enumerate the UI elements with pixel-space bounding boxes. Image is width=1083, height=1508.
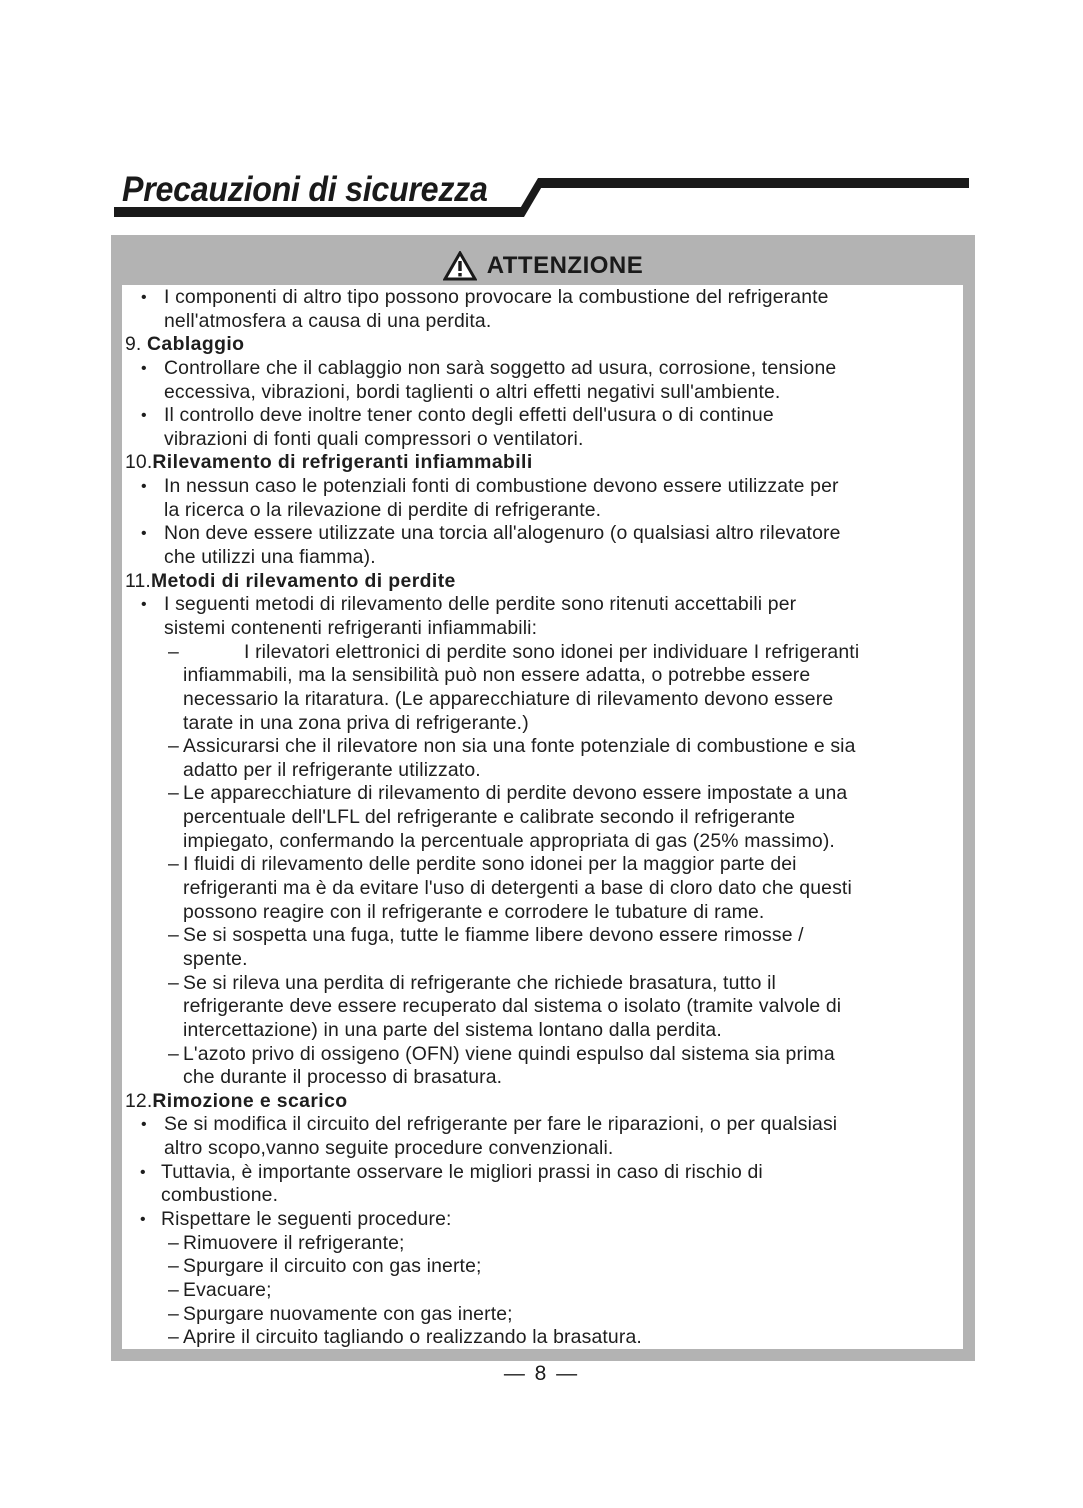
dash-item: – I rilevatori elettronici di perdite sono idonei per individuare I refrigeranti [168,640,860,663]
list-item: • Se si modifica il circuito del refrigerante per fare le riparazioni, o per qualsiasi [141,1113,838,1136]
dash-item: – Assicurarsi che il rilevatore non sia una fonte potenziale di combustione e sia [168,735,856,758]
list-item: • Il controllo deve inoltre tener conto degli effetti dell'usura o di continue [141,404,774,427]
dash-icon: – [168,924,179,947]
dash-icon: – [168,1255,179,1278]
list-item: • Rispettare le seguenti procedure: [140,1207,452,1230]
dash-icon: – [168,1231,179,1254]
dash-icon: – [168,1302,179,1325]
page-header [0,0,1083,230]
bullet-icon: • [141,478,147,496]
list-item: • In nessun caso le potenziali fonti di combustione devono essere utilizzate per [141,475,839,498]
dash-item: – Spurgare il circuito con gas inerte; [168,1255,482,1278]
bullet-icon: • [141,359,147,377]
dash-item: – Aprire il circuito tagliando o realizzando la brasatura. [168,1326,642,1349]
dash-item: – Le apparecchiature di rilevamento di perdite devono essere impostate a una [168,782,848,805]
page-number: — 8 — [503,1362,580,1385]
list-item: • I componenti di altro tipo possono provocare la combustione del refrigerante [141,286,829,308]
bullet-icon: • [141,525,147,543]
section-heading: 11.Metodi di rilevamento di perdite [125,569,456,592]
bullet-icon: • [141,407,147,425]
warning-header [111,235,975,285]
page-title: Precauzioni di sicurezza [122,170,488,209]
bullet-icon: • [140,1163,146,1181]
dash-item: – Evacuare; [168,1278,272,1301]
warning-title: ATTENZIONE [486,252,644,279]
dash-item: – Spurgare nuovamente con gas inerte; [168,1302,513,1325]
bullet-icon: • [141,596,147,614]
dash-item: – Rimuovere il refrigerante; [168,1231,405,1254]
list-item: • Tuttavia, è importante osservare le migliori prassi in caso di rischio di [140,1160,763,1183]
bullet-icon: • [141,1116,147,1134]
bullet-icon: • [140,1210,146,1228]
dash-icon: – [168,735,179,758]
section-heading: 9. Cablaggio [125,333,245,356]
list-item: • Non deve essere utilizzate una torcia all'alogenuro (o qualsiasi altro rilevatore [141,522,841,545]
section-heading: 10.Rilevamento di refrigeranti infiammabili [125,451,533,474]
warning-box [111,235,975,1361]
section-heading: 12.Rimozione e scarico [125,1089,348,1112]
list-item-continuation: nell'atmosfera a causa di una perdita. [164,309,492,332]
dash-item: – Se si sospetta una fuga, tutte le fiamme libere devono essere rimosse / [168,924,804,947]
list-item: • Controllare che il cablaggio non sarà soggetto ad usura, corrosione, tensione [141,356,837,379]
dash-icon: – [168,782,179,805]
warning-content: • I componenti di altro tipo possono provocare la combustione del refrigerante nell'atmosfera a causa di una perdita. 9. Cablaggio • Controllare che il cablaggio non sarà soggetto ad usura, corrosione, tensione eccessiva, vibrazioni, bordi taglienti o altri effetti negativi sull'ambiente. • Il controllo deve inoltre tener conto degli effetti dell'usura o di continue vibrazioni di fonti quali compressori o ventilatori. 10.Rilevamento di refrigeranti infiammabili • In nessun caso le potenziali fonti di combustione devono essere utilizzate per la ricerca o la rilevazione di perdite di refrigerante. • Non deve essere utilizzate una torcia all'alogenuro (o qualsiasi altro rilevatore che utilizzi una fiamma). 11.Metodi di rilevamento di perdite • I seguenti metodi di rilevamento delle perdite sono ritenuti accettabili per sistemi contenenti refrigeranti infiammabili: – I rilevatori elettronici di perdite sono idonei per individuare I refrigeranti infiammabili, ma la sensibilità può non essere adatta, o potrebbe essere necessario la ritaratura. (Le apparecchiature di rilevamento devono essere tarate in una zona priva di refrigerante.) – Assicurarsi che il rilevatore non sia una fonte potenziale di combustione e sia adatto per il refrigerante utilizzato. – Le apparecchiature di rilevamento di perdite devono essere impostate a una percentuale dell'LFL del refrigerante e calibrate secondo il refrigerante impiegato, confermando la percentuale appropriata di gas (25% massimo). – I fluidi di rilevamento delle perdite sono idonei per la maggior parte dei refrigeranti ma è da evitare l'uso di detergenti a base di cloro dato che questi possono reagire con il refrigerante e corrodere le tubature di rame. – Se si sospetta una fuga, tutte le fiamme libere devono essere rimosse / spente. – Se si rileva una perdita di refrigerante che richiede brasatura, tutto il refrigerante deve essere recuperato dal sistema o isolato (tramite valvole di intercettazione) in una parte del sistema lontano dalla perdita. – L'azoto privo di ossigeno (OFN) viene quindi espulso dal sistema sia prima che durante il processo di brasatura. 12.Rimozione e scarico • Se si modifica il circuito del refrigerante per fare le riparazioni, o per qualsiasi altro scopo,vanno seguite procedure convenzionali. • Tuttavia, è importante osservare le migliori prassi in caso di rischio di combustione. • Rispettare le seguenti procedure: – Rimuovere il refrigerante; – Spurgare il circuito con gas inerte; – Evacuare; – Spurgare nuovamente con gas inerte; – Aprire il circuito tagliando o realizzando la brasatura. [122,285,963,1349]
dash-icon: – [168,1326,179,1349]
dash-item: – I fluidi di rilevamento delle perdite sono idonei per la maggior parte dei [168,853,797,876]
dash-item: – L'azoto privo di ossigeno (OFN) viene quindi espulso dal sistema sia prima [168,1042,835,1065]
dash-icon: – [168,853,179,876]
warning-triangle-icon [443,251,477,281]
list-item: • I seguenti metodi di rilevamento delle perdite sono ritenuti accettabili per [141,593,797,616]
dash-icon: – [168,1042,179,1065]
dash-icon: – [168,640,179,663]
dash-icon: – [168,1278,179,1301]
dash-icon: – [168,971,179,994]
dash-item: – Se si rileva una perdita di refrigerante che richiede brasatura, tutto il [168,971,776,994]
bullet-icon: • [141,289,147,306]
